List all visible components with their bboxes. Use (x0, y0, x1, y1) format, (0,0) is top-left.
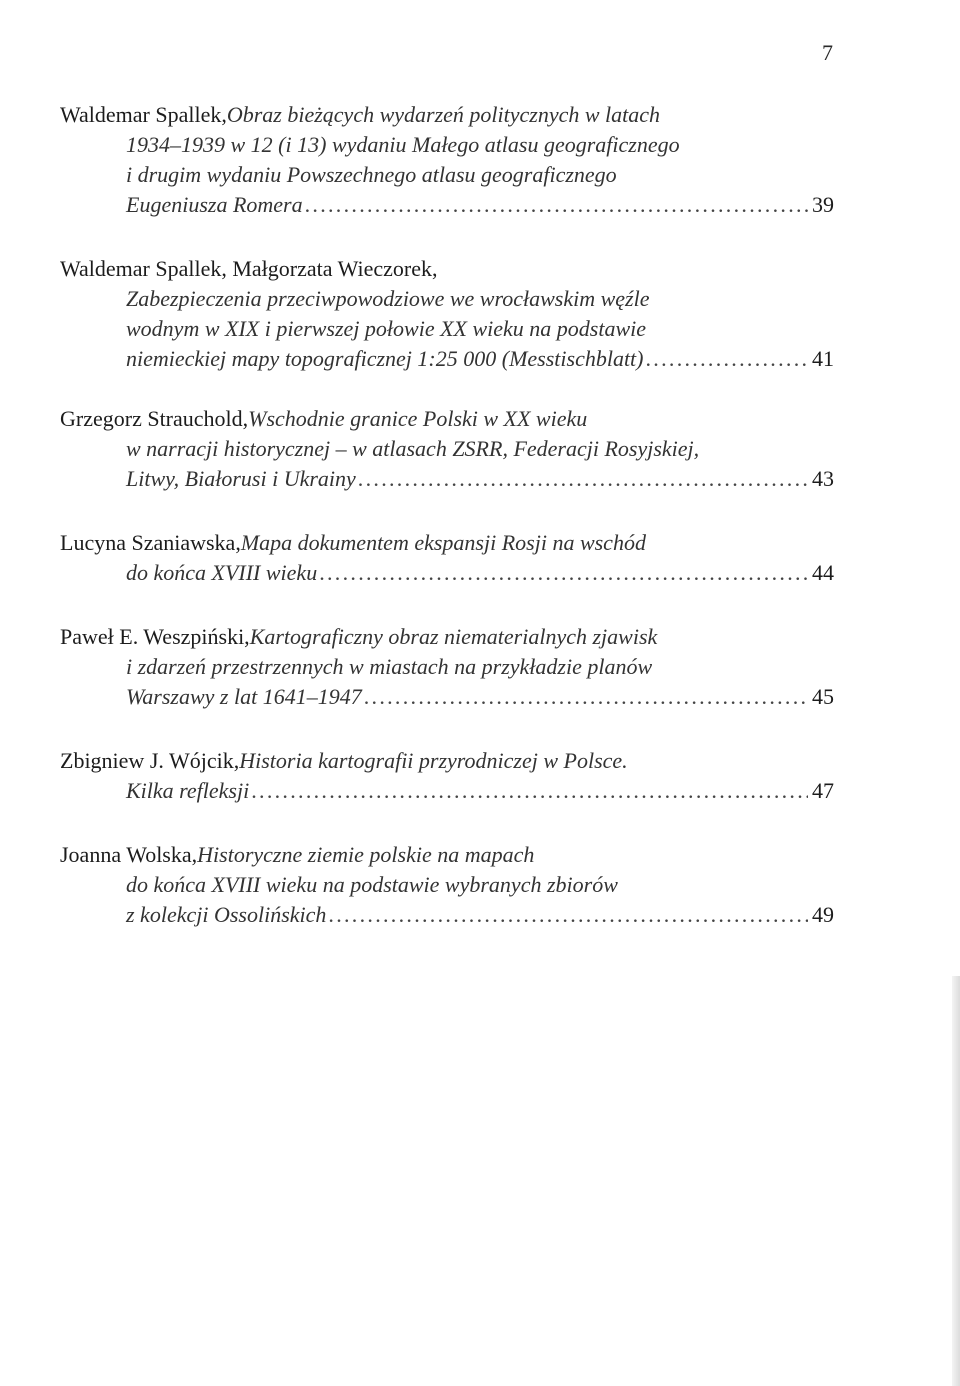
toc-line (60, 404, 834, 434)
entry-page-number: 43 (812, 466, 834, 491)
dot-leader (251, 776, 808, 806)
toc-entry (60, 622, 834, 712)
toc-line (60, 100, 834, 130)
toc-line (60, 652, 834, 682)
toc-line (60, 254, 834, 284)
toc-line (60, 314, 834, 344)
entry-author: Grzegorz Strauchold, (60, 406, 249, 431)
entry-title-line: z kolekcji Ossolińskich (126, 902, 327, 927)
toc-entry (60, 404, 834, 494)
entry-title-line: wodnym w XIX i pierwszej połowie XX wieku na podstawie (126, 316, 647, 341)
toc-line (60, 622, 834, 652)
dot-leader (328, 900, 808, 930)
toc-line (60, 160, 834, 190)
entry-title-line: Wschodnie granice Polski w XX wieku (248, 406, 588, 431)
entry-title-line: Zabezpieczenia przeciwpowodziowe we wrocławskim węźle (126, 286, 650, 311)
toc-line (60, 130, 834, 160)
toc-line (60, 190, 834, 220)
entry-author: Joanna Wolska, (60, 842, 198, 867)
toc-entry (60, 528, 834, 588)
toc-line (60, 682, 834, 712)
toc-entry (60, 254, 834, 374)
entry-author: Zbigniew J. Wójcik, (60, 748, 240, 773)
entry-page-number: 45 (812, 684, 834, 709)
toc-line (60, 434, 834, 464)
entry-title-line: do końca XVIII wieku (126, 560, 318, 585)
toc-line (60, 528, 834, 558)
entry-title-line: i drugim wydaniu Powszechnego atlasu geograficznego (126, 162, 617, 187)
entry-title-line: w narracji historycznej – w atlasach ZSRR, Federacji Rosyjskiej, (126, 436, 700, 461)
dot-leader (319, 558, 808, 588)
entry-title-line: niemieckiej mapy topograficznej 1:25 000 (Messtischblatt) (126, 346, 644, 371)
entry-page-number: 47 (812, 778, 834, 803)
dot-leader (305, 190, 808, 220)
entry-title-line: Mapa dokumentem ekspansji Rosji na wschód (240, 530, 646, 555)
entry-page-number: 44 (812, 560, 834, 585)
entry-page-number: 41 (812, 346, 834, 371)
entry-title-line: do końca XVIII wieku na podstawie wybranych zbiorów (126, 872, 618, 897)
toc-line (60, 558, 834, 588)
table-of-contents (60, 100, 834, 964)
entry-title-line: Obraz bieżących wydarzeń politycznych w latach (226, 102, 661, 127)
dot-leader (358, 464, 808, 494)
entry-author: Waldemar Spallek, (60, 102, 227, 127)
entry-page-number: 39 (812, 192, 834, 217)
entry-title-line: Warszawy z lat 1641–1947 (126, 684, 362, 709)
entry-title-line: Litwy, Białorusi i Ukrainy (126, 466, 356, 491)
toc-line (60, 746, 834, 776)
page-number: 7 (822, 40, 833, 65)
entry-title-line: 1934–1939 w 12 (i 13) wydaniu Małego atlasu geograficznego (126, 132, 680, 157)
entry-title-line: Kilka refleksji (126, 778, 250, 803)
toc-line (60, 464, 834, 494)
entry-author: Waldemar Spallek, Małgorzata Wieczorek, (60, 256, 438, 281)
toc-line (60, 344, 834, 374)
entry-title-line: Eugeniusza Romera (126, 192, 303, 217)
entry-author: Lucyna Szaniawska, (60, 530, 241, 555)
toc-entry (60, 840, 834, 930)
toc-line (60, 284, 834, 314)
toc-line (60, 900, 834, 930)
toc-line (60, 840, 834, 870)
entry-title-line: i zdarzeń przestrzennych w miastach na przykładzie planów (126, 654, 653, 679)
toc-entry (60, 100, 834, 220)
dot-leader (364, 682, 808, 712)
entry-title-line: Historyczne ziemie polskie na mapach (197, 842, 535, 867)
entry-author: Paweł E. Weszpiński, (60, 624, 250, 649)
dot-leader (646, 344, 809, 374)
toc-line (60, 870, 834, 900)
page-edge-shadow (952, 976, 960, 1386)
toc-entry (60, 746, 834, 806)
entry-title-line: Kartograficzny obraz niematerialnych zjawisk (249, 624, 658, 649)
entry-title-line: Historia kartografii przyrodniczej w Polsce. (239, 748, 628, 773)
toc-line (60, 776, 834, 806)
entry-page-number: 49 (812, 902, 834, 927)
